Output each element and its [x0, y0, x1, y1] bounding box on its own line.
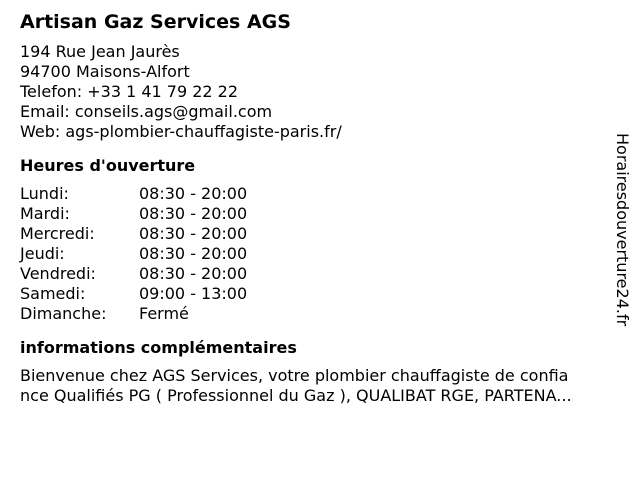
business-name: Artisan Gaz Services AGS	[20, 11, 291, 33]
hours-row-samedi	[20, 284, 620, 304]
day-label: Mercredi:	[20, 224, 95, 243]
day-hours: 09:00 - 13:00	[139, 284, 248, 303]
phone-line: Telefon: +33 1 41 79 22 22	[20, 82, 239, 101]
email-line: Email: conseils.ags@gmail.com	[20, 102, 273, 121]
info-heading: informations complémentaires	[20, 338, 297, 357]
day-hours: 08:30 - 20:00	[139, 184, 248, 203]
info-text	[20, 366, 620, 406]
day-label: Lundi:	[20, 184, 69, 203]
address-city: 94700 Maisons-Alfort	[20, 62, 190, 81]
day-hours: 08:30 - 20:00	[139, 264, 248, 283]
day-label: Jeudi:	[20, 244, 65, 263]
hours-row-jeudi	[20, 244, 620, 264]
site-watermark: Horairesdouverture24.fr	[613, 133, 632, 327]
hours-row-mardi	[20, 204, 620, 224]
website-line: Web: ags-plombier-chauffagiste-paris.fr/	[20, 122, 342, 141]
day-label: Samedi:	[20, 284, 86, 303]
day-hours: 08:30 - 20:00	[139, 244, 248, 263]
day-label: Mardi:	[20, 204, 70, 223]
business-card	[20, 10, 620, 406]
hours-heading: Heures d'ouverture	[20, 156, 196, 175]
day-hours: 08:30 - 20:00	[139, 224, 248, 243]
info-line-2: nce Qualifiés PG ( Professionnel du Gaz ), QUALIBAT RGE, PARTENA...	[20, 386, 572, 405]
day-label: Vendredi:	[20, 264, 96, 283]
hours-row-mercredi	[20, 224, 620, 244]
info-line-1: Bienvenue chez AGS Services, votre plombier chauffagiste de confia	[20, 366, 569, 385]
hours-row-lundi	[20, 184, 620, 204]
hours-row-dimanche	[20, 304, 620, 324]
day-label: Dimanche:	[20, 304, 107, 323]
day-hours: 08:30 - 20:00	[139, 204, 248, 223]
address-street: 194 Rue Jean Jaurès	[20, 42, 180, 61]
hours-row-vendredi	[20, 264, 620, 284]
day-hours: Fermé	[139, 304, 189, 323]
hours-table	[20, 184, 620, 324]
